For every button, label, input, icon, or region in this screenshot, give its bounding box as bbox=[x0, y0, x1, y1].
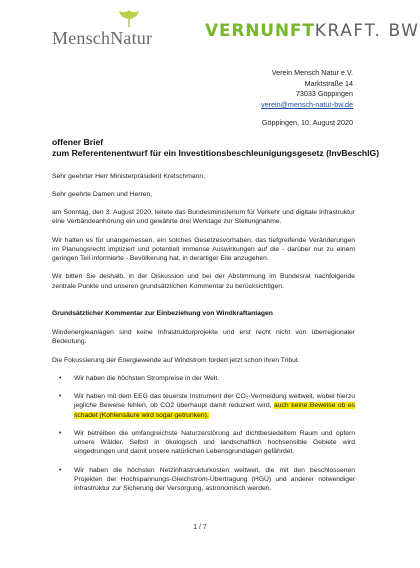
vernunftkraft-logo bbox=[205, 21, 420, 41]
paragraph-1: am Sonntag, den 3. August 2020, leitete das Bundesministerium für Verkehr und digitale Infrastruktur eine Verbändeanhörung ein und gewährte drei Werktage zur Stellungnahme. bbox=[52, 209, 355, 226]
bullet-item-4 bbox=[52, 466, 355, 494]
logo-right-gray: KRAFT. BW bbox=[314, 21, 420, 41]
sender-city: 73033 Göppingen bbox=[295, 89, 353, 99]
bullet-icon: • bbox=[59, 429, 62, 437]
ginkgo-leaf-icon bbox=[118, 10, 140, 28]
bullet-text-2: Wir haben mit dem EEG das teuerste Instrument der CO₂-Vermeidung weltweit, wobei hierzu jegliche Beweise fehlen, ob CO2 überhaupt damit reduziert wird, bbox=[74, 392, 355, 410]
letter-body bbox=[52, 172, 355, 503]
sender-street: Marktstraße 14 bbox=[304, 78, 353, 88]
logo-right-green: VERNUNFT bbox=[205, 21, 315, 41]
bullet-icon: • bbox=[59, 374, 62, 382]
subject-line-2: zum Referentenentwurf für ein Investitionsbeschleunigungsgesetz (InvBeschlG) bbox=[52, 148, 380, 158]
bullet-list bbox=[52, 374, 355, 494]
highlighted-text: auch keine Beweise ob es schadet (Kohlensäure wird sogar getrunken). bbox=[74, 402, 355, 419]
bullet-item-2 bbox=[52, 392, 355, 420]
letter-subject bbox=[52, 137, 379, 159]
salutation-2: Sehr geehrte Damen und Herren, bbox=[52, 191, 153, 199]
page-number: 1 / 7 bbox=[193, 524, 207, 531]
bullet-text-4: Wir haben die höchsten Netzinfrastrukturkosten weltweit, die mit den beschlossenen Projekten der Hochspannungs-Gleichstrom-Übertragung (HGÜ) und anderer notwendiger Infrastruktur zur Sicherung der Versorgung, astronomisch werden. bbox=[74, 466, 355, 493]
paragraph-4: Windenergieanlagen sind keine Infrastrukturprojekte und erst recht nicht von überregionaler Bedeutung. bbox=[52, 329, 355, 346]
bullet-icon: • bbox=[59, 466, 62, 474]
bullet-icon: • bbox=[59, 392, 62, 400]
bullet-item-3 bbox=[52, 429, 355, 457]
section-title: Grundsätzlicher Kommentar zur Einbeziehung von Windkraftanlagen bbox=[52, 309, 273, 317]
bullet-text-3: Wir betreiben die umfangreichste Naturzerstörung auf dichtbesiedeltem Raum und opfern unsere Wälder. Selbst in ökologisch und landschaftlich hochsensible Gebiete wird eingedrungen und damit unsere natürlichen Lebensgrundlagen gefährdet. bbox=[74, 429, 355, 456]
sender-name: Verein Mensch Natur e.V. bbox=[271, 68, 353, 77]
paragraph-2: Wir halten es für unangemessen, ein solches Gesetzesvorhaben, das tiefgreifende Veränderungen im Planungsrecht impliziert und potentiell immense Auswirkungen auf die - darüber nur zu einem geringen Teil informierte - Bevölkerung hat, in derartiger Eile anzugehen. bbox=[52, 236, 355, 263]
subject-line-1: offener Brief bbox=[52, 137, 104, 147]
logo-left-text: MenschNatur bbox=[52, 28, 153, 48]
bullet-item-1 bbox=[52, 374, 355, 383]
bullet-text-1: Wir haben die höchsten Strompreise in der Welt. bbox=[74, 374, 220, 382]
salutation-1: Sehr geehrter Herr Ministerpräsident Kretschmann, bbox=[52, 173, 206, 180]
letter-date: Göppingen, 10. August 2020 bbox=[261, 118, 353, 127]
sender-email-link[interactable]: verein@mensch-natur-bw.de bbox=[261, 99, 353, 109]
sender-address bbox=[261, 68, 353, 110]
mensch-natur-logo bbox=[52, 10, 172, 50]
paragraph-3: Wir bitten Sie deshalb, in der Diskussion und bei der Abstimmung im Bundesrat nachfolgende zentrale Punkte und unseren grundsätzlichen Kommentar zu berücksichtigen. bbox=[52, 273, 355, 290]
paragraph-5: Die Fokussierung der Energiewende auf Windstrom fordert jetzt schon ihren Tribut. bbox=[52, 356, 300, 364]
